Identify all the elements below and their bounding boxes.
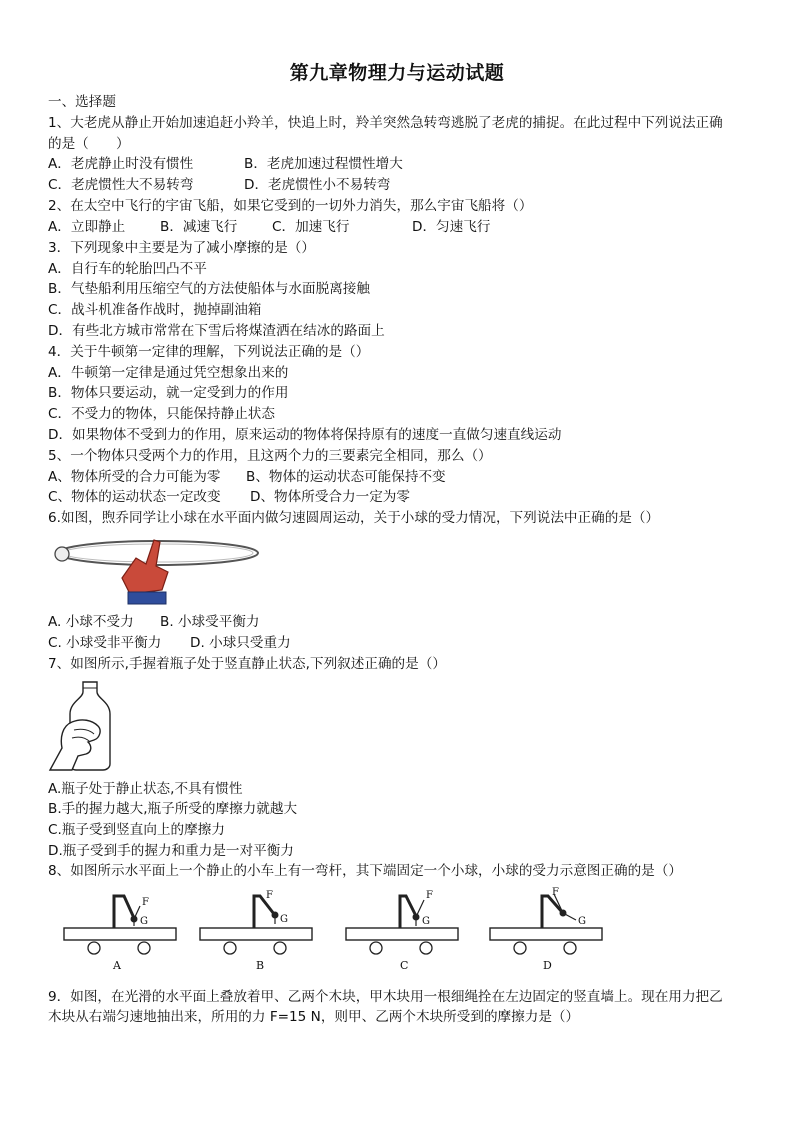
figure-label-b: B [256, 959, 265, 972]
q4-option-c: C．不受力的物体，只能保持静止状态 [48, 406, 275, 422]
q7-option-c: C.瓶子受到竖直向上的摩擦力 [48, 822, 225, 838]
force-label-g: G [280, 914, 288, 925]
figure-label-c: C [400, 959, 409, 972]
figure-label-d: D [543, 959, 552, 972]
q3-stem: 3．下列现象中主要是为了减小摩擦的是（） [48, 240, 315, 256]
q3-option-d: D．有些北方城市常常在下雪后将煤渣洒在结冰的路面上 [48, 323, 385, 339]
q5-option-a: A、物体所受的合力可能为零 [48, 469, 221, 485]
figure-label-a: A [113, 959, 121, 972]
q7-figure-hand-holding-bottle [48, 678, 120, 772]
q1-stem-cont: 的是（ ） [48, 136, 130, 152]
q6-figure-ball-circular-motion [50, 534, 265, 606]
q2-option-a: A．立即静止 [48, 219, 126, 235]
q6-option-a: A. 小球不受力 [48, 614, 134, 630]
q8-figure-c [344, 886, 462, 974]
force-label-f: F [426, 890, 433, 901]
page-title: 第九章物理力与运动试题 [289, 62, 505, 84]
q3-option-a: A．自行车的轮胎凹凸不平 [48, 261, 207, 277]
q3-option-c: C．战斗机准备作战时，抛掉副油箱 [48, 302, 262, 318]
q2-option-b: B．减速飞行 [160, 219, 238, 235]
q4-stem: 4．关于牛顿第一定律的理解，下列说法正确的是（） [48, 344, 370, 360]
q5-option-b: B、物体的运动状态可能保持不变 [246, 469, 446, 485]
q6-stem: 6.如图，煦乔同学让小球在水平面内做匀速圆周运动，关于小球的受力情况，下列说法中正确的是（） [48, 510, 660, 526]
force-label-g: G [422, 916, 430, 927]
q1-option-a: A．老虎静止时没有惯性 [48, 156, 194, 172]
q7-option-a: A.瓶子处于静止状态,不具有惯性 [48, 781, 243, 797]
q1-option-b: B．老虎加速过程惯性增大 [244, 156, 403, 172]
q7-option-d: D.瓶子受到手的握力和重力是一对平衡力 [48, 843, 294, 859]
q9-stem-cont: 木块从右端匀速地抽出来，所用的力 F=15 N，则甲、乙两个木块所受到的摩擦力是（） [48, 1009, 580, 1025]
q4-option-d: D．如果物体不受到力的作用，原来运动的物体将保持原有的速度一直做匀速直线运动 [48, 427, 562, 443]
q2-option-c: C．加速飞行 [272, 219, 350, 235]
q4-option-b: B．物体只要运动，就一定受到力的作用 [48, 385, 289, 401]
q2-option-d: D．匀速飞行 [412, 219, 491, 235]
q9-stem: 9．如图，在光滑的水平面上叠放着甲、乙两个木块，甲木块用一根细绳拴在左边固定的竖直墙上。现在用力把乙 [48, 989, 723, 1005]
q8-figure-b [198, 886, 316, 974]
q8-figure-d [488, 886, 606, 974]
q6-option-c: C. 小球受非平衡力 [48, 635, 162, 651]
section-heading: 一、选择题 [48, 94, 116, 110]
q5-option-d: D、物体所受合力一定为零 [250, 489, 410, 505]
q8-stem: 8、如图所示水平面上一个静止的小车上有一弯杆，其下端固定一个小球，小球的受力示意图正确的是（） [48, 863, 682, 879]
q1-option-c: C．老虎惯性大不易转弯 [48, 177, 194, 193]
q5-option-c: C、物体的运动状态一定改变 [48, 489, 221, 505]
force-label-g: G [140, 916, 148, 927]
q6-option-b: B. 小球受平衡力 [160, 614, 260, 630]
q1-option-d: D．老虎惯性小不易转弯 [244, 177, 391, 193]
force-label-g: G [578, 916, 586, 927]
q6-option-d: D. 小球只受重力 [190, 635, 291, 651]
q3-option-b: B．气垫船利用压缩空气的方法使船体与水面脱离接触 [48, 281, 370, 297]
q7-option-b: B.手的握力越大,瓶子所受的摩擦力就越大 [48, 801, 298, 817]
ball-icon [55, 547, 69, 561]
q8-figure-a [62, 886, 180, 974]
q5-stem: 5、一个物体只受两个力的作用，且这两个力的三要素完全相同，那么（） [48, 448, 492, 464]
hand-icon [122, 540, 168, 594]
force-label-f: F [266, 890, 273, 901]
q4-option-a: A．牛顿第一定律是通过凭空想象出来的 [48, 365, 289, 381]
force-label-f: F [142, 897, 149, 908]
q7-stem: 7、如图所示,手握着瓶子处于竖直静止状态,下列叙述正确的是（） [48, 656, 446, 672]
force-label-f: F [552, 887, 559, 898]
q2-stem: 2、在太空中飞行的宇宙飞船，如果它受到的一切外力消失，那么宇宙飞船将（） [48, 198, 533, 214]
q1-stem: 1、大老虎从静止开始加速追赶小羚羊，快追上时，羚羊突然急转弯逃脱了老虎的捕捉。在此过程中下列说法正确 [48, 115, 723, 131]
